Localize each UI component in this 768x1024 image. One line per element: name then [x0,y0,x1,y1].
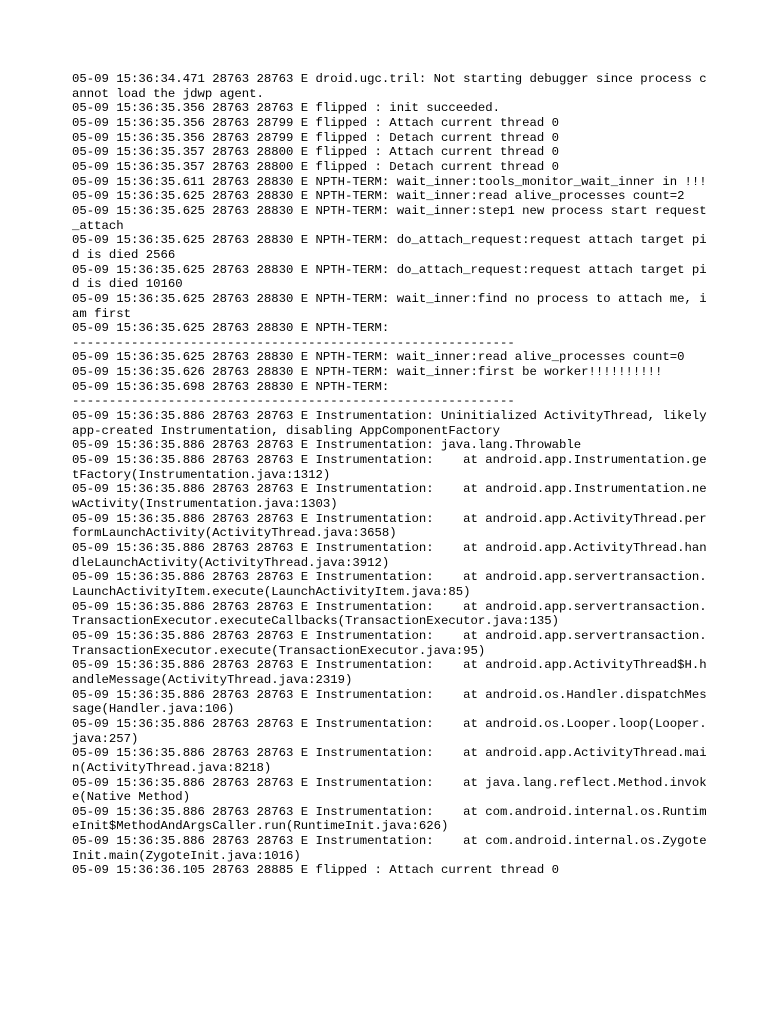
stack-trace-line: 05-09 15:36:35.886 28763 28763 E Instrumentation: at android.os.Handler.dispatchMessage(Handler.java:106) [72,687,707,717]
log-line: 05-09 15:36:35.611 28763 28830 E NPTH-TERM: wait_inner:tools_monitor_wait_inner in !!! [72,174,707,189]
log-line: 05-09 15:36:35.626 28763 28830 E NPTH-TERM: wait_inner:first be worker!!!!!!!!!! [72,365,663,380]
stack-trace-line: 05-09 15:36:35.886 28763 28763 E Instrumentation: at java.lang.reflect.Method.invoke(Native Method) [72,775,707,805]
stack-trace-line: 05-09 15:36:35.886 28763 28763 E Instrumentation: at android.app.ActivityThread.handleLaunchActivity(ActivityThread.java:3912) [72,541,707,570]
log-line: 05-09 15:36:35.625 28763 28830 E NPTH-TERM: wait_inner:step1 new process start request_attach [72,203,707,233]
log-line: 05-09 15:36:35.698 28763 28830 E NPTH-TERM: [72,379,390,394]
stack-trace-line: 05-09 15:36:35.886 28763 28763 E Instrumentation: at com.android.internal.os.RuntimeInit$MethodAndArgsCaller.run(RuntimeInit.java:626) [72,804,707,834]
log-line: 05-09 15:36:35.356 28763 28763 E flipped : init succeeded. [72,101,501,116]
log-document [72,72,715,878]
stack-trace-line: 05-09 15:36:35.886 28763 28763 E Instrumentation: at android.app.servertransaction.TransactionExecutor.executeCallbacks(TransactionExecutor.java:135) [72,599,707,629]
log-line: 05-09 15:36:35.356 28763 28799 E flipped : Detach current thread 0 [72,130,560,145]
log-line: 05-09 15:36:35.886 28763 28763 E Instrumentation: Uninitialized ActivityThread, likely app-created Instrumentation, disabling AppComponentFactory [72,409,715,438]
stack-trace-line: 05-09 15:36:35.886 28763 28763 E Instrumentation: at android.os.Looper.loop(Looper.java:257) [72,716,707,746]
log-line: 05-09 15:36:35.886 28763 28763 E Instrumentation: java.lang.Throwable [72,438,582,453]
stack-trace-line: 05-09 15:36:35.886 28763 28763 E Instrumentation: at android.app.Instrumentation.newActivity(Instrumentation.java:1303) [72,482,707,512]
log-line: 05-09 15:36:35.625 28763 28830 E NPTH-TERM: [72,321,390,336]
stack-trace-line: 05-09 15:36:35.886 28763 28763 E Instrumentation: at com.android.internal.os.ZygoteInit.main(ZygoteInit.java:1016) [72,834,707,863]
log-line: 05-09 15:36:35.625 28763 28830 E NPTH-TERM: wait_inner:read alive_processes count=0 [72,350,685,365]
log-line: 05-09 15:36:35.357 28763 28800 E flipped : Detach current thread 0 [72,159,560,174]
log-line: 05-09 15:36:35.625 28763 28830 E NPTH-TERM: wait_inner:find no process to attach me, i am first [72,291,715,321]
stack-trace-line: 05-09 15:36:35.886 28763 28763 E Instrumentation: at android.app.ActivityThread.performLaunchActivity(ActivityThread.java:3658) [72,511,707,541]
separator-line: ------------------------------------------------------------ [72,394,515,409]
stack-trace-line: 05-09 15:36:35.886 28763 28763 E Instrumentation: at android.app.Instrumentation.getFactory(Instrumentation.java:1312) [72,453,707,482]
log-line: 05-09 15:36:34.471 28763 28763 E droid.ugc.tril: Not starting debugger since process cannot load the jdwp agent. [72,72,707,101]
log-line: 05-09 15:36:35.625 28763 28830 E NPTH-TERM: do_attach_request:request attach target pid is died 2566 [72,233,707,262]
log-line: 05-09 15:36:35.625 28763 28830 E NPTH-TERM: do_attach_request:request attach target pid is died 10160 [72,262,707,292]
stack-trace-line: 05-09 15:36:35.886 28763 28763 E Instrumentation: at android.app.servertransaction.LaunchActivityItem.execute(LaunchActivityItem.java:85) [72,570,707,599]
log-line: 05-09 15:36:35.356 28763 28799 E flipped : Attach current thread 0 [72,115,560,130]
stack-trace-line: 05-09 15:36:35.886 28763 28763 E Instrumentation: at android.app.ActivityThread.main(ActivityThread.java:8218) [72,746,707,775]
stack-trace-line: 05-09 15:36:35.886 28763 28763 E Instrumentation: at android.app.servertransaction.TransactionExecutor.execute(TransactionExecutor.java:95) [72,628,707,658]
log-line: 05-09 15:36:35.357 28763 28800 E flipped : Attach current thread 0 [72,145,560,160]
stack-trace-line: 05-09 15:36:35.886 28763 28763 E Instrumentation: at android.app.ActivityThread$H.handleMessage(ActivityThread.java:2319) [72,658,707,687]
separator-line: ------------------------------------------------------------ [72,335,515,350]
log-line: 05-09 15:36:36.105 28763 28885 E flipped : Attach current thread 0 [72,863,560,878]
log-line: 05-09 15:36:35.625 28763 28830 E NPTH-TERM: wait_inner:read alive_processes count=2 [72,189,685,204]
